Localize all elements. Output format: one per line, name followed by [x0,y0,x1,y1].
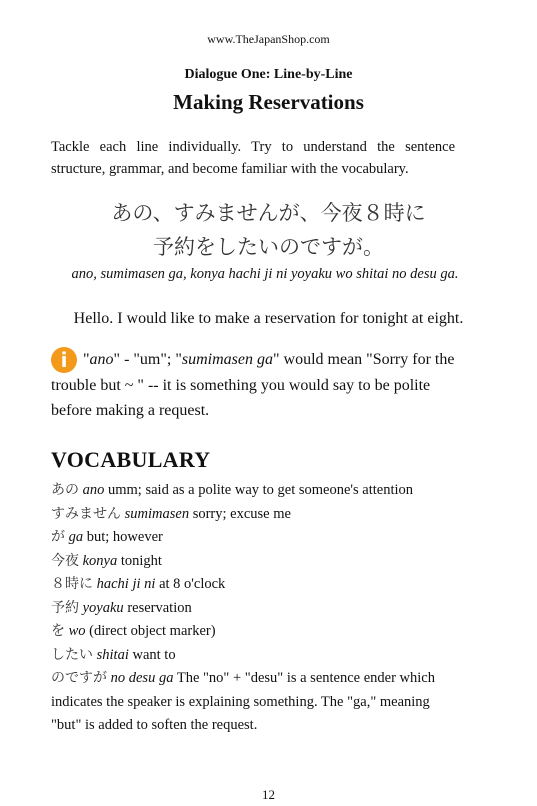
vocab-japanese: したい [51,646,93,663]
vocab-romaji: hachi ji ni [96,576,156,592]
vocab-japanese: 予約 [51,599,79,616]
vocab-definition: (direct object marker) [89,623,216,639]
english-translation: Hello. I would like to make a reservation for tonight at eight. [73,310,464,327]
site-url: www.TheJapanShop.com [207,32,330,46]
romaji-line: ano, sumimasen ga, konya hachi ji ni yoyaku wo shitai no desu ga. [71,266,459,282]
note-text: " would mean "Sorry for the trouble but ~ " -- it is something you would say to be polite before making a request. [51,351,455,419]
vocab-definition: tonight [120,552,162,569]
vocab-item [51,644,461,668]
info-icon: i [51,347,77,373]
vocab-definition: sorry; excuse me [192,505,291,522]
vocab-item [51,526,461,550]
vocab-definition: but; however [86,529,163,545]
japanese-line-1: あの、すみませんが、今夜８時に [111,201,426,225]
vocab-definition: reservation [127,599,192,616]
vocab-romaji: ga [68,529,84,545]
vocab-japanese: ８時に [51,576,93,592]
vocab-item [51,667,461,738]
vocab-romaji: shitai [96,646,129,663]
vocab-definition: umm; said as a polite way to get someone's attention [108,482,414,498]
vocab-japanese: を [51,623,65,639]
vocab-japanese: が [51,529,65,545]
vocab-item [51,550,461,574]
vocab-japanese: のですが [51,670,107,686]
vocabulary-heading: VOCABULARY [51,447,211,472]
vocab-item [51,503,461,527]
note-term-ano: ano [89,351,114,368]
vocab-item [51,573,461,597]
page-number: 12 [262,787,275,802]
vocab-romaji: konya [82,552,118,569]
vocab-definition: The "no" + "desu" is a sentence ender which indicates the speaker is explaining something. The "ga," meaning "but" is added to soften the request. [51,670,435,733]
intro-paragraph: Tackle each line individually. Try to understand the sentence structure, grammar, and become familiar with the vocabulary. [51,139,455,177]
note-mid-text: " - "um"; " [113,351,182,368]
vocab-definition: at 8 o'clock [159,576,226,592]
vocab-definition: want to [132,646,176,663]
vocab-romaji: no desu ga [110,670,174,686]
vocabulary-list [51,479,461,738]
vocab-item [51,620,461,644]
vocab-romaji: yoyaku [82,599,124,616]
vocab-japanese: あの [51,482,79,498]
dialogue-title: Dialogue One: Line-by-Line [184,67,353,82]
vocab-japanese: 今夜 [51,552,79,569]
vocab-item [51,597,461,621]
vocab-romaji: wo [68,623,86,639]
vocab-japanese: すみません [51,505,121,522]
page-title: Making Reservations [173,90,364,114]
vocab-romaji: ano [82,482,105,498]
japanese-line-2: 予約をしたいのですが。 [153,235,384,259]
note-quote-open: " [83,351,90,368]
usage-note [51,347,471,423]
note-term-sumimasen: sumimasen ga [181,351,273,368]
vocab-item [51,479,461,503]
vocab-romaji: sumimasen [124,505,190,522]
